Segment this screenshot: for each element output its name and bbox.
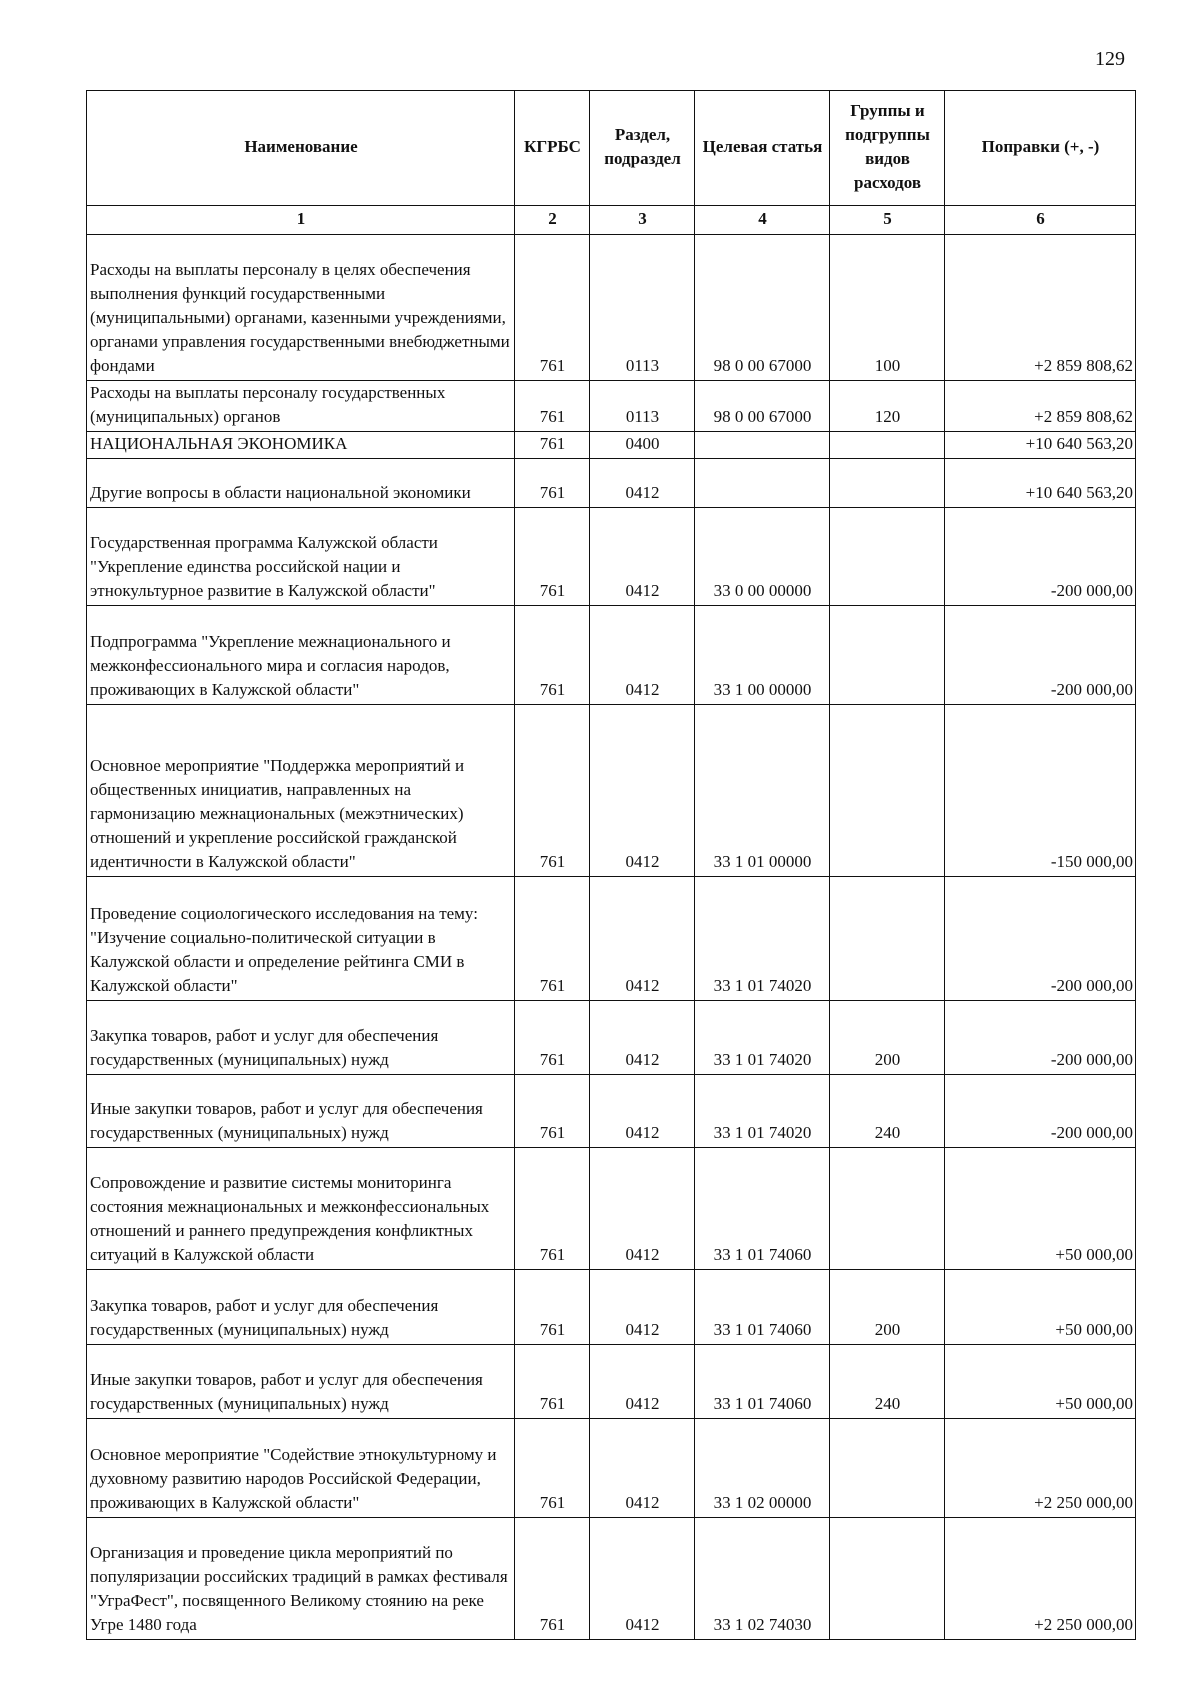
row-amount: +10 640 563,20 bbox=[945, 432, 1136, 459]
row-section: 0412 bbox=[590, 459, 695, 508]
row-section: 0412 bbox=[590, 1001, 695, 1075]
row-kgrbs: 761 bbox=[515, 1001, 590, 1075]
row-name: Государственная программа Калужской области "Укрепление единства российской нации и этнокультурное развитие в Калужской области" bbox=[87, 508, 515, 606]
row-group: 120 bbox=[830, 381, 945, 432]
row-group: 100 bbox=[830, 235, 945, 381]
row-target: 33 1 01 74060 bbox=[695, 1345, 830, 1419]
row-group bbox=[830, 459, 945, 508]
row-section: 0412 bbox=[590, 1075, 695, 1148]
table-row bbox=[87, 1419, 1136, 1518]
row-section: 0412 bbox=[590, 508, 695, 606]
row-name: Основное мероприятие "Содействие этнокультурному и духовному развитию народов Российской Федерации, проживающих в Калужской области" bbox=[87, 1419, 515, 1518]
row-amount: +50 000,00 bbox=[945, 1345, 1136, 1419]
row-name: Организация и проведение цикла мероприятий по популяризации российских традиций в рамках фестиваля "УграФест", посвященного Великому стоянию на реке Угре 1480 года bbox=[87, 1518, 515, 1640]
row-name: Расходы на выплаты персоналу государственных (муниципальных) органов bbox=[87, 381, 515, 432]
row-amount: -150 000,00 bbox=[945, 705, 1136, 877]
row-name: Другие вопросы в области национальной экономики bbox=[87, 459, 515, 508]
header-row bbox=[87, 91, 1136, 206]
row-section: 0412 bbox=[590, 877, 695, 1001]
row-group: 240 bbox=[830, 1345, 945, 1419]
row-name: Сопровождение и развитие системы мониторинга состояния межнациональных и межконфессиональных отношений и раннего предупреждения конфликтных ситуаций в Калужской области bbox=[87, 1148, 515, 1270]
row-section: 0412 bbox=[590, 705, 695, 877]
row-amount: -200 000,00 bbox=[945, 606, 1136, 705]
row-target: 33 0 00 00000 bbox=[695, 508, 830, 606]
row-name: Иные закупки товаров, работ и услуг для обеспечения государственных (муниципальных) нужд bbox=[87, 1075, 515, 1148]
table-row bbox=[87, 1518, 1136, 1640]
row-section: 0412 bbox=[590, 1419, 695, 1518]
table-row bbox=[87, 1148, 1136, 1270]
table-row bbox=[87, 1270, 1136, 1345]
row-kgrbs: 761 bbox=[515, 508, 590, 606]
table-row bbox=[87, 235, 1136, 381]
column-number: 3 bbox=[590, 206, 695, 235]
table-row bbox=[87, 432, 1136, 459]
row-kgrbs: 761 bbox=[515, 432, 590, 459]
row-target: 33 1 01 74020 bbox=[695, 1001, 830, 1075]
budget-table bbox=[86, 90, 1136, 1640]
page-number: 129 bbox=[1095, 48, 1125, 70]
row-kgrbs: 761 bbox=[515, 1075, 590, 1148]
row-amount: +2 250 000,00 bbox=[945, 1518, 1136, 1640]
row-amount: -200 000,00 bbox=[945, 877, 1136, 1001]
row-amount: +50 000,00 bbox=[945, 1270, 1136, 1345]
table-row bbox=[87, 508, 1136, 606]
row-target: 33 1 02 00000 bbox=[695, 1419, 830, 1518]
row-section: 0412 bbox=[590, 1345, 695, 1419]
column-number: 5 bbox=[830, 206, 945, 235]
row-target: 33 1 01 00000 bbox=[695, 705, 830, 877]
row-target: 98 0 00 67000 bbox=[695, 381, 830, 432]
row-kgrbs: 761 bbox=[515, 1419, 590, 1518]
row-target: 33 1 01 74060 bbox=[695, 1270, 830, 1345]
row-name: Расходы на выплаты персоналу в целях обеспечения выполнения функций государственными (муниципальными) органами, казенными учреждениями, органами управления государственными внебюджетными фондами bbox=[87, 235, 515, 381]
row-target: 98 0 00 67000 bbox=[695, 235, 830, 381]
row-kgrbs: 761 bbox=[515, 1345, 590, 1419]
row-name: Закупка товаров, работ и услуг для обеспечения государственных (муниципальных) нужд bbox=[87, 1270, 515, 1345]
row-section: 0412 bbox=[590, 1270, 695, 1345]
row-group: 200 bbox=[830, 1270, 945, 1345]
row-amount: -200 000,00 bbox=[945, 508, 1136, 606]
table-row bbox=[87, 1001, 1136, 1075]
row-name: Закупка товаров, работ и услуг для обеспечения государственных (муниципальных) нужд bbox=[87, 1001, 515, 1075]
table-row bbox=[87, 381, 1136, 432]
header-amendment: Поправки (+, -) bbox=[945, 91, 1136, 206]
row-kgrbs: 761 bbox=[515, 1270, 590, 1345]
row-target bbox=[695, 459, 830, 508]
row-group: 240 bbox=[830, 1075, 945, 1148]
header-target: Целевая статья bbox=[695, 91, 830, 206]
row-group bbox=[830, 1419, 945, 1518]
row-kgrbs: 761 bbox=[515, 459, 590, 508]
row-target: 33 1 00 00000 bbox=[695, 606, 830, 705]
row-kgrbs: 761 bbox=[515, 381, 590, 432]
row-kgrbs: 761 bbox=[515, 1518, 590, 1640]
row-group bbox=[830, 606, 945, 705]
row-group: 200 bbox=[830, 1001, 945, 1075]
column-number: 1 bbox=[87, 206, 515, 235]
row-amount: -200 000,00 bbox=[945, 1075, 1136, 1148]
row-section: 0113 bbox=[590, 381, 695, 432]
row-amount: -200 000,00 bbox=[945, 1001, 1136, 1075]
row-group bbox=[830, 705, 945, 877]
row-group bbox=[830, 1148, 945, 1270]
row-name: Иные закупки товаров, работ и услуг для обеспечения государственных (муниципальных) нужд bbox=[87, 1345, 515, 1419]
row-kgrbs: 761 bbox=[515, 235, 590, 381]
column-number-row bbox=[87, 206, 1136, 235]
row-kgrbs: 761 bbox=[515, 1148, 590, 1270]
row-section: 0400 bbox=[590, 432, 695, 459]
table-row bbox=[87, 705, 1136, 877]
table-row bbox=[87, 459, 1136, 508]
row-amount: +2 250 000,00 bbox=[945, 1419, 1136, 1518]
row-amount: +2 859 808,62 bbox=[945, 235, 1136, 381]
row-amount: +2 859 808,62 bbox=[945, 381, 1136, 432]
row-section: 0412 bbox=[590, 606, 695, 705]
row-group bbox=[830, 1518, 945, 1640]
row-target: 33 1 01 74020 bbox=[695, 1075, 830, 1148]
row-kgrbs: 761 bbox=[515, 877, 590, 1001]
row-name: НАЦИОНАЛЬНАЯ ЭКОНОМИКА bbox=[87, 432, 515, 459]
table-row bbox=[87, 606, 1136, 705]
row-amount: +10 640 563,20 bbox=[945, 459, 1136, 508]
table-row bbox=[87, 1075, 1136, 1148]
table-row bbox=[87, 877, 1136, 1001]
column-number: 4 bbox=[695, 206, 830, 235]
table-row bbox=[87, 1345, 1136, 1419]
row-name: Подпрограмма "Укрепление межнационального и межконфессионального мира и согласия народов, проживающих в Калужской области" bbox=[87, 606, 515, 705]
row-kgrbs: 761 bbox=[515, 705, 590, 877]
header-groups: Группы и подгруппы видов расходов bbox=[830, 91, 945, 206]
row-name: Проведение социологического исследования на тему: "Изучение социально-политической ситуации в Калужской области и определение рейтинга СМИ в Калужской области" bbox=[87, 877, 515, 1001]
row-group bbox=[830, 432, 945, 459]
row-section: 0113 bbox=[590, 235, 695, 381]
row-target: 33 1 01 74060 bbox=[695, 1148, 830, 1270]
row-kgrbs: 761 bbox=[515, 606, 590, 705]
row-section: 0412 bbox=[590, 1148, 695, 1270]
row-amount: +50 000,00 bbox=[945, 1148, 1136, 1270]
row-target: 33 1 02 74030 bbox=[695, 1518, 830, 1640]
header-kgrbs: КГРБС bbox=[515, 91, 590, 206]
row-name: Основное мероприятие "Поддержка мероприятий и общественных инициатив, направленных на гармонизацию межнациональных (межэтнических) отношений и укрепление российской гражданской идентичности в Калужской области" bbox=[87, 705, 515, 877]
row-target bbox=[695, 432, 830, 459]
row-section: 0412 bbox=[590, 1518, 695, 1640]
column-number: 2 bbox=[515, 206, 590, 235]
row-group bbox=[830, 877, 945, 1001]
header-section: Раздел, подраздел bbox=[590, 91, 695, 206]
row-target: 33 1 01 74020 bbox=[695, 877, 830, 1001]
column-number: 6 bbox=[945, 206, 1136, 235]
header-name: Наименование bbox=[87, 91, 515, 206]
row-group bbox=[830, 508, 945, 606]
